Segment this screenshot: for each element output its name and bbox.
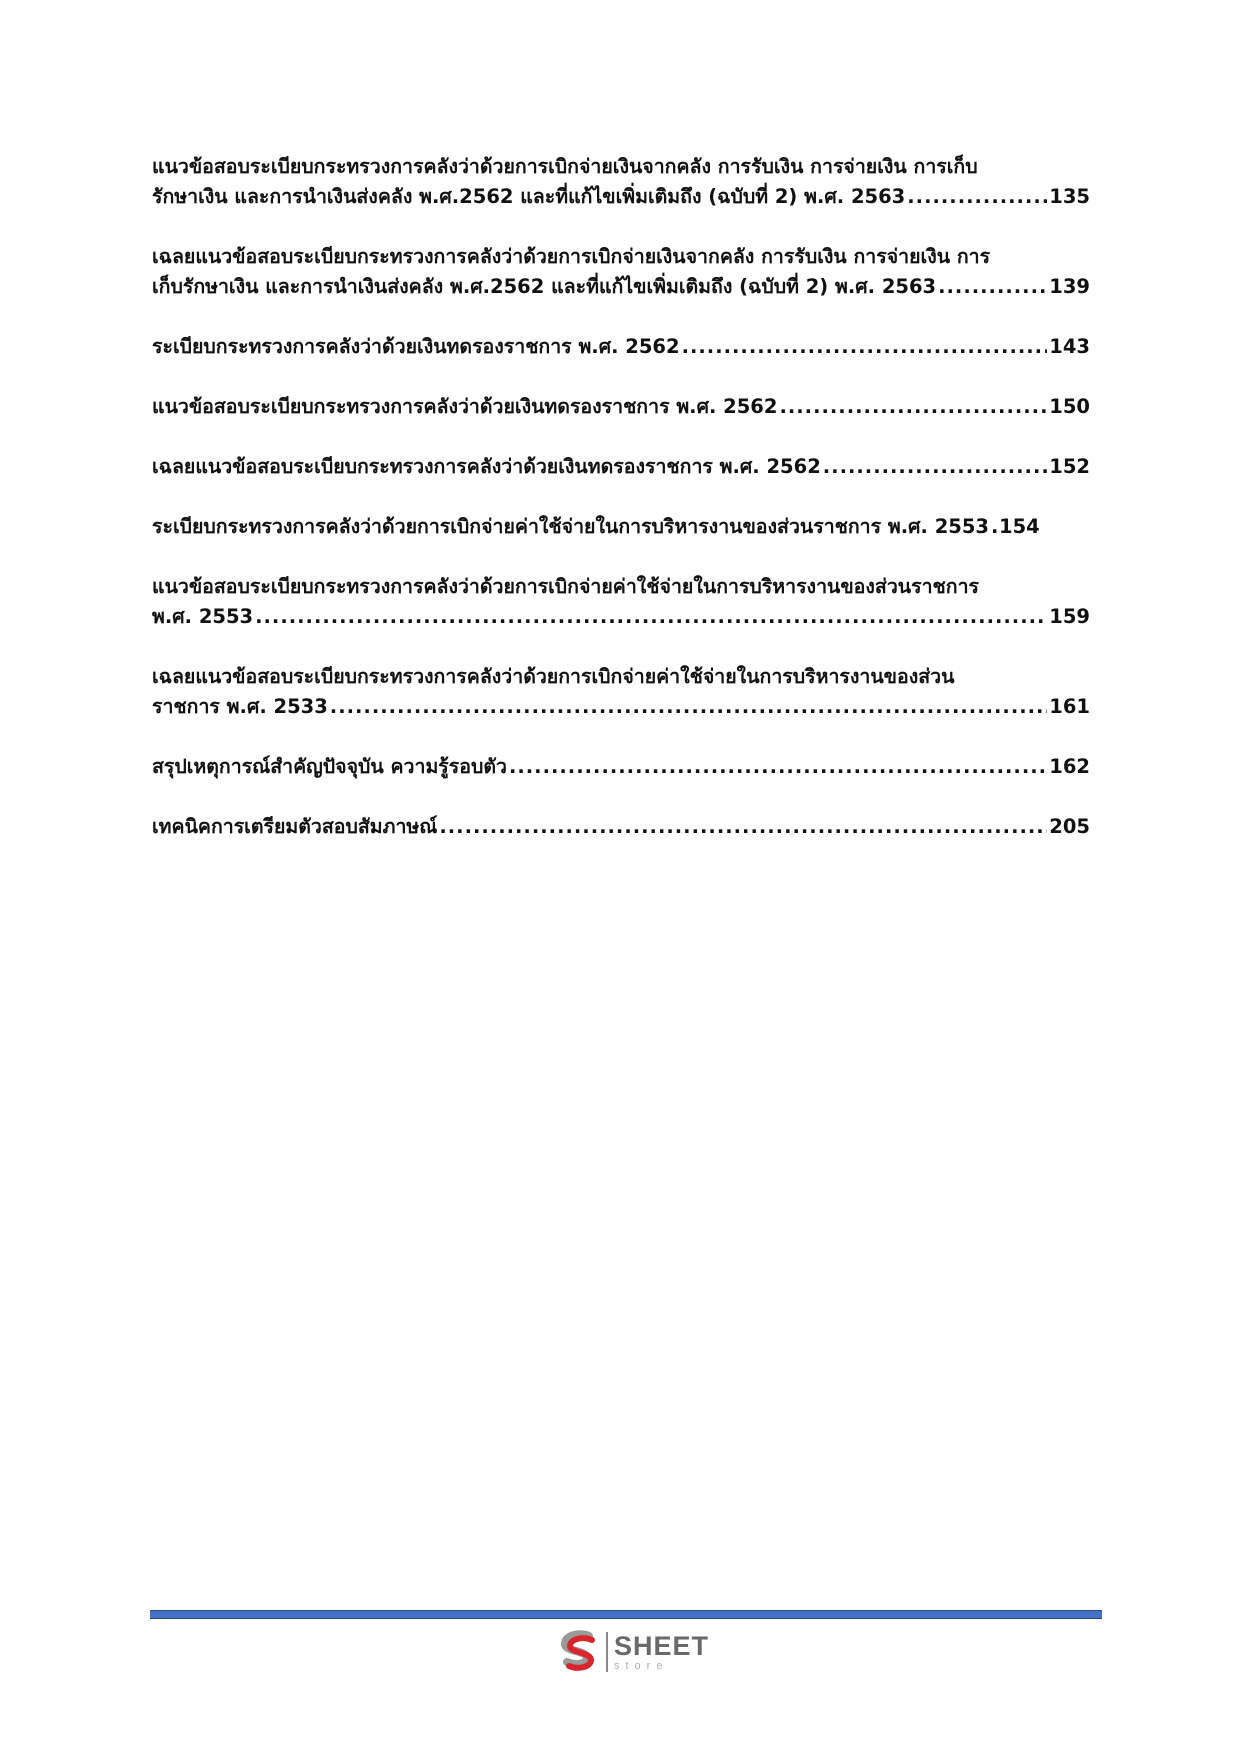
toc-entry-title-line: แนวข้อสอบระเบียบกระทรวงการคลังว่าด้วยการเบิกจ่ายค่าใช้จ่ายในการบริหารงานของส่วนราชการ (152, 575, 979, 598)
toc-page-number: 161 (1049, 695, 1090, 718)
dot-leader (907, 182, 1047, 212)
toc-page-number: 139 (1049, 275, 1090, 298)
sheet-store-logo-icon (556, 1630, 600, 1674)
dot-leader (330, 692, 1047, 722)
table-of-contents (152, 152, 1090, 872)
toc-entry-leader-line (152, 392, 1090, 422)
toc-entry-leader-line (152, 752, 1090, 782)
toc-entry-title: ระเบียบกระทรวงการคลังว่าด้วยการเบิกจ่ายค่าใช้จ่ายในการบริหารงานของส่วนราชการ พ.ศ. 2553 (152, 515, 990, 538)
toc-entry-title: แนวข้อสอบระเบียบกระทรวงการคลังว่าด้วยเงินทดรองราชการ พ.ศ. 2562 (152, 395, 778, 418)
toc-page-number: 154 (999, 515, 1040, 538)
toc-page-number: 143 (1049, 335, 1090, 358)
toc-entry-title-end: ราชการ พ.ศ. 2533 (152, 695, 328, 718)
toc-entry[interactable] (152, 572, 1090, 632)
toc-entry[interactable] (152, 452, 1090, 482)
logo-separator (606, 1632, 608, 1672)
toc-entry-leader-line (152, 512, 1090, 542)
toc-entry-leader-line (152, 452, 1090, 482)
dot-leader (991, 512, 997, 542)
dot-leader (823, 452, 1048, 482)
toc-entry-leader-line (152, 182, 1090, 212)
toc-entry-leader-line (152, 692, 1090, 722)
toc-page-number: 135 (1049, 185, 1090, 208)
toc-entry-title-line: เฉลยแนวข้อสอบระเบียบกระทรวงการคลังว่าด้วยการเบิกจ่ายเงินจากคลัง การรับเงิน การจ่ายเงิน การ (152, 245, 991, 268)
toc-entry[interactable] (152, 242, 1090, 302)
dot-leader (779, 392, 1047, 422)
logo-wordmark (614, 1630, 710, 1672)
toc-entry-leader-line (152, 332, 1090, 362)
dot-leader (938, 272, 1047, 302)
toc-page-number: 162 (1049, 755, 1090, 778)
toc-entry-title-end: พ.ศ. 2553 (152, 605, 254, 628)
toc-entry-leader-line (152, 602, 1090, 632)
toc-page-number: 159 (1049, 605, 1090, 628)
toc-entry[interactable] (152, 512, 1090, 542)
toc-entry[interactable] (152, 332, 1090, 362)
sheet-store-logo (556, 1628, 726, 1676)
toc-entry[interactable] (152, 392, 1090, 422)
toc-entry-title-end: รักษาเงิน และการนำเงินส่งคลัง พ.ศ.2562 และที่แก้ไขเพิ่มเติมถึง (ฉบับที่ 2) พ.ศ. 2563 (152, 185, 906, 208)
footer-rule (150, 1610, 1102, 1619)
toc-page-number: 205 (1049, 815, 1090, 838)
logo-brand-text: SHEET (614, 1630, 710, 1661)
toc-entry-title: สรุปเหตุการณ์สำคัญปัจจุบัน ความรู้รอบตัว (152, 755, 507, 778)
dot-leader (255, 602, 1047, 632)
toc-entry[interactable] (152, 812, 1090, 842)
toc-entry-title: เฉลยแนวข้อสอบระเบียบกระทรวงการคลังว่าด้วยเงินทดรองราชการ พ.ศ. 2562 (152, 455, 821, 478)
toc-entry-title-end: เก็บรักษาเงิน และการนำเงินส่งคลัง พ.ศ.2562 และที่แก้ไขเพิ่มเติมถึง (ฉบับที่ 2) พ.ศ. 2563 (152, 275, 937, 298)
logo-sub-text: store (614, 1659, 669, 1672)
toc-page-number: 150 (1049, 395, 1090, 418)
toc-entry[interactable] (152, 152, 1090, 212)
toc-entry-title-line: แนวข้อสอบระเบียบกระทรวงการคลังว่าด้วยการเบิกจ่ายเงินจากคลัง การรับเงิน การจ่ายเงิน การเก็บ (152, 155, 978, 178)
footer-rule-band (150, 1611, 1102, 1618)
toc-page-number: 152 (1049, 455, 1090, 478)
toc-entry-leader-line (152, 812, 1090, 842)
toc-entry-title: เทคนิคการเตรียมตัวสอบสัมภาษณ์ (152, 815, 438, 838)
toc-entry[interactable] (152, 662, 1090, 722)
toc-entry-leader-line (152, 272, 1090, 302)
dot-leader (439, 812, 1047, 842)
dot-leader (682, 332, 1048, 362)
dot-leader (509, 752, 1047, 782)
toc-entry[interactable] (152, 752, 1090, 782)
toc-entry-title-line: เฉลยแนวข้อสอบระเบียบกระทรวงการคลังว่าด้วยการเบิกจ่ายค่าใช้จ่ายในการบริหารงานของส่วน (152, 665, 955, 688)
toc-entry-title: ระเบียบกระทรวงการคลังว่าด้วยเงินทดรองราชการ พ.ศ. 2562 (152, 335, 680, 358)
